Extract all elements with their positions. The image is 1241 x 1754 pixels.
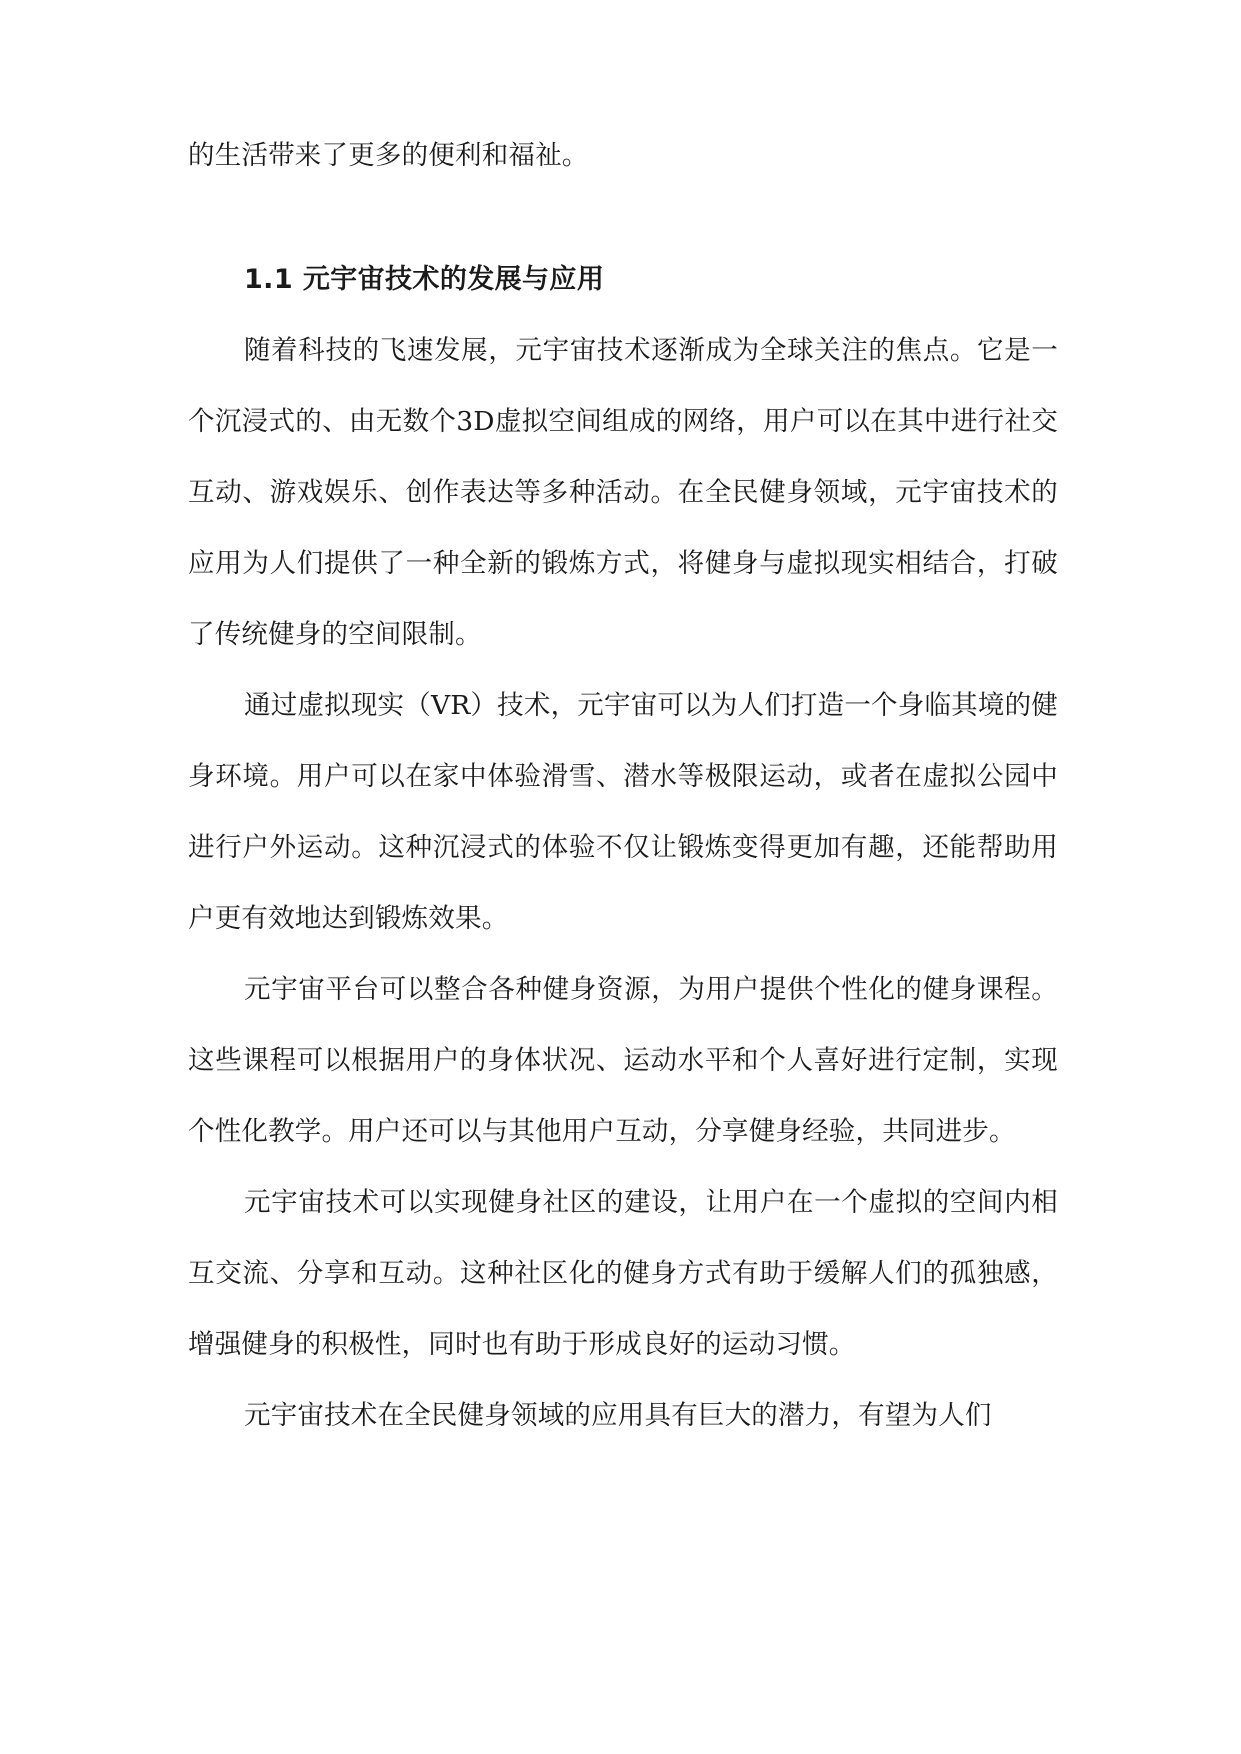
continuation-paragraph: 的生活带来了更多的便利和福祉。: [188, 140, 589, 171]
body-text: [188, 315, 1058, 1451]
paragraph-1: 随着科技的飞速发展，元宇宙技术逐渐成为全球关注的焦点。它是一个沉浸式的、由无数个3D虚拟空间组成的网络，用户可以在其中进行社交互动、游戏娱乐、创作表达等多种活动。在全民健身领域，元宇宙技术的应用为人们提供了一种全新的锻炼方式，将健身与虚拟现实相结合，打破了传统健身的空间限制。: [188, 335, 1058, 650]
paragraph-4: 元宇宙技术可以实现健身社区的建设，让用户在一个虚拟的空间内相互交流、分享和互动。这种社区化的健身方式有助于缓解人们的孤独感，增强健身的积极性，同时也有助于形成良好的运动习惯。: [188, 1187, 1058, 1360]
paragraph-3: 元宇宙平台可以整合各种健身资源，为用户提供个性化的健身课程。这些课程可以根据用户的身体状况、运动水平和个人喜好进行定制，实现个性化教学。用户还可以与其他用户互动，分享健身经验，共同进步。: [188, 974, 1058, 1147]
section-heading: 1.1 元宇宙技术的发展与应用: [244, 264, 605, 295]
paragraph-2: 通过虚拟现实（VR）技术，元宇宙可以为人们打造一个身临其境的健身环境。用户可以在家中体验滑雪、潜水等极限运动，或者在虚拟公园中进行户外运动。这种沉浸式的体验不仅让锻炼变得更加有趣，还能帮助用户更有效地达到锻炼效果。: [188, 690, 1058, 934]
paragraph-5: 元宇宙技术在全民健身领域的应用具有巨大的潜力，有望为人们: [244, 1400, 992, 1431]
continuation-block: [188, 120, 1058, 191]
